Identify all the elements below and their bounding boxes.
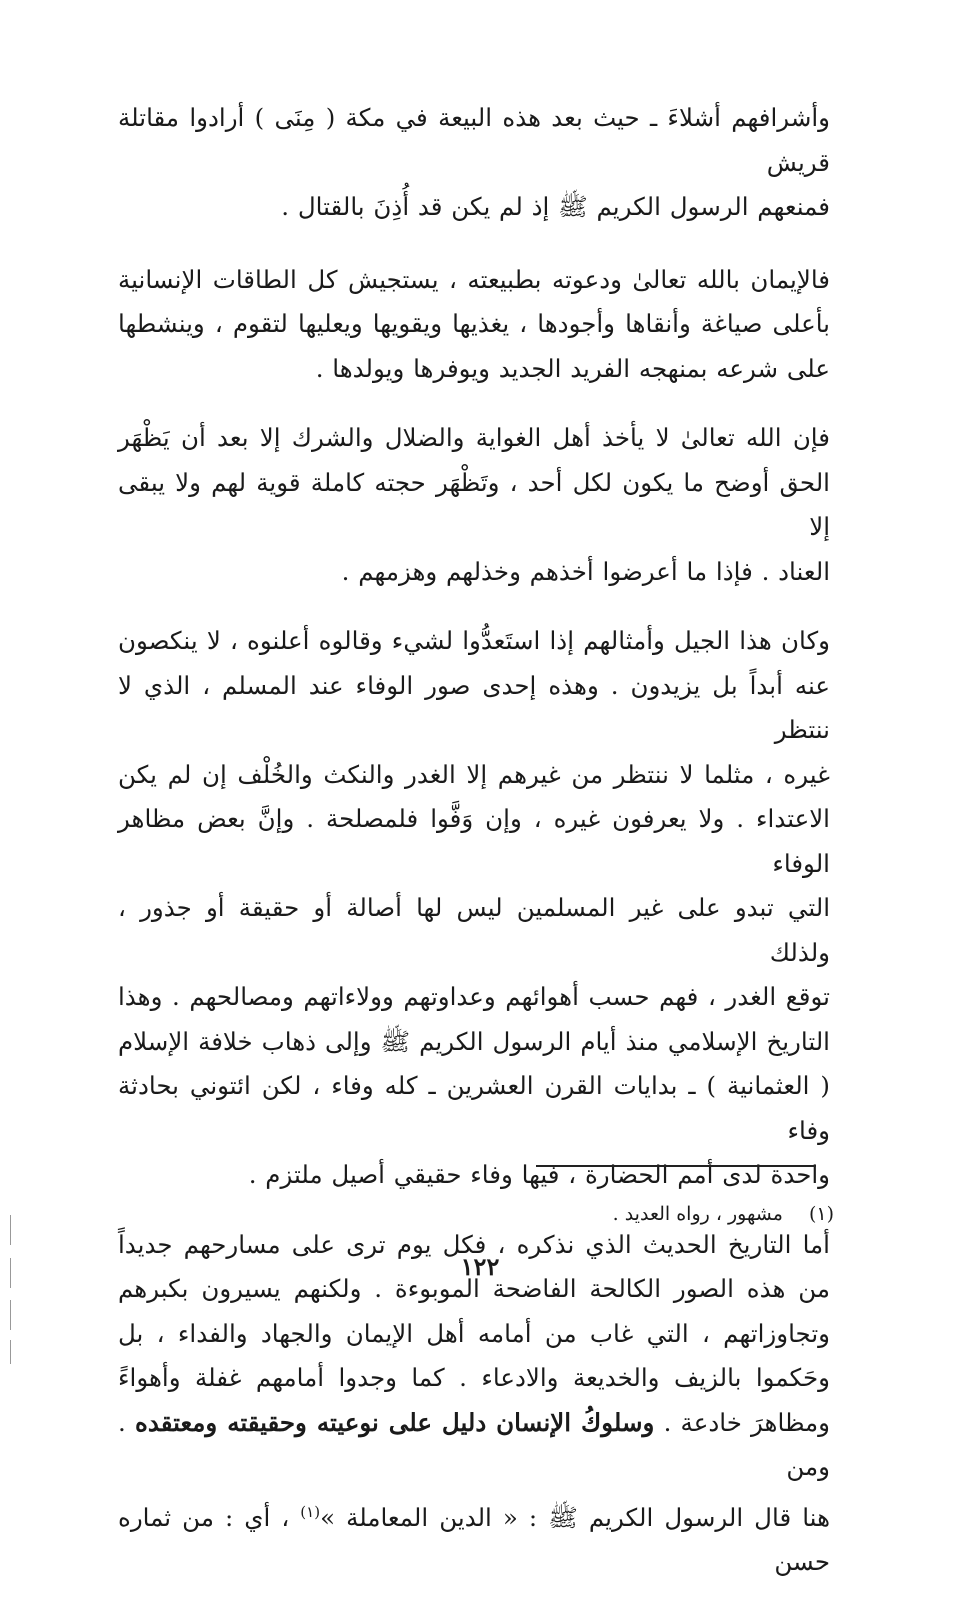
text-line-mixed [118, 1401, 830, 1490]
text-line: وحَكموا بالزيف والخديعة والادعاء . كما وجدوا أمامهم غفلة وأهواءً [118, 1363, 830, 1392]
text-line: فالإيمان بالله تعالىٰ ودعوته بطبيعته ، يستجيش كل الطاقات الإنسانية [118, 264, 830, 294]
scan-edge-mark [10, 1258, 11, 1288]
paragraph-3 [118, 416, 830, 594]
text-line: الحق أوضح ما يكون لكل أحد ، وتَظْهَر حجته كاملة قوية لهم ولا يبقى إلا [118, 467, 830, 541]
text-line: بأعلى صياغة وأنقاها وأجودها ، يغذيها ويقويها ويعليها لتقوم ، وينشطها [118, 309, 830, 338]
text-line: العناد . فإذا ما أعرضوا أخذهم وخذلهم وهزمهم . [341, 556, 830, 586]
text-line: على شرعه بمنهجه الفريد الجديد ويوفرها ويولدها . [315, 353, 830, 383]
text-line: أما التاريخ الحديث الذي نذكره ، فكل يوم ترى على مسارحهم جديداً [118, 1229, 830, 1259]
text-line: الاعتداء . ولا يعرفون غيره ، وإن وَفَّوا فلمصلحة . وإنَّ بعض مظاهر الوفاء [118, 804, 830, 878]
page-number: ١٢٢ [460, 1252, 500, 1281]
text-segment: هنا قال الرسول الكريم ﷺ : « الدين المعاملة » [320, 1502, 830, 1532]
paragraph-1 [118, 96, 830, 230]
paragraph-4 [118, 619, 830, 1198]
text-segment: ، أي : من ثماره حسن [118, 1502, 830, 1577]
text-line-with-footnote-ref [118, 1490, 830, 1585]
scan-edge-mark [10, 1340, 11, 1364]
page-body [118, 96, 830, 1610]
text-line: التي تبدو على غير المسلمين ليس لها أصالة أو حقيقة أو جذور ، ولذلك [118, 893, 830, 967]
scan-edge-mark [10, 1300, 11, 1330]
scan-edge-mark [10, 1215, 11, 1245]
text-line: غيره ، مثلما لا ننتظر من غيرهم إلا الغدر والنكث والخُلْف إن لم يكن [118, 759, 830, 789]
text-line: فإن الله تعالىٰ لا يأخذ أهل الغواية والضلال والشرك إلا بعد أن يَظْهَر [118, 423, 830, 452]
footnote-divider [536, 1165, 816, 1167]
text-line: توقع الغدر ، فهم حسب أهوائهم وعداوتهم وولاءاتهم ومصالحهم . وهذا [118, 982, 830, 1011]
bold-statement: وسلوكُ الإنسان دليل على نوعيته وحقيقته ومعتقده [135, 1407, 655, 1437]
text-line: عنه أبداً بل يزيدون . وهذه إحدى صور الوفاء عند المسلم ، الذي لا ننتظر [118, 670, 830, 744]
text-line: التاريخ الإسلامي منذ أيام الرسول الكريم ﷺ وإلى ذهاب خلافة الإسلام [118, 1026, 830, 1056]
paragraph-2 [118, 258, 830, 392]
text-line: واحدة لدى أمم الحضارة ، فيها وفاء حقيقي أصيل ملتزم . [248, 1160, 830, 1189]
text-line: وكان هذا الجيل وأمثالهم إذا استَعدُّوا لشيء وقالوه أعلنوه ، لا ينكصون [118, 626, 830, 655]
footnote-text: مشهور ، رواه العديد . [612, 1203, 783, 1225]
text-line: فمنعهم الرسول الكريم ﷺ إذ لم يكن قد أُذِنَ بالقتال . [281, 192, 830, 221]
text-line: وتجاوزاتهم ، التي غاب من أمامه أهل الإيمان والجهاد والفداء ، بل [118, 1318, 830, 1348]
text-line: من هذه الصور الكالحة الفاضحة الموبوءة . ولكنهم يسيرون بكبرهم [118, 1274, 830, 1303]
footnote-reference: (١) [300, 1502, 321, 1521]
text-segment: ومظاهرَ خادعة . [654, 1407, 830, 1437]
text-line: وأشرافهم أشلاءَ ـ حيث بعد هذه البيعة في مكة ( مِنَى ) أرادوا مقاتلة قريش [118, 103, 830, 177]
text-line: ( العثمانية ) ـ بدايات القرن العشرين ـ كله وفاء ، لكن ائتوني بحادثة وفاء [118, 1071, 830, 1145]
text-segment: . ومن [118, 1407, 830, 1481]
footnote-number: (١) [808, 1203, 834, 1225]
footnote [613, 1203, 834, 1225]
